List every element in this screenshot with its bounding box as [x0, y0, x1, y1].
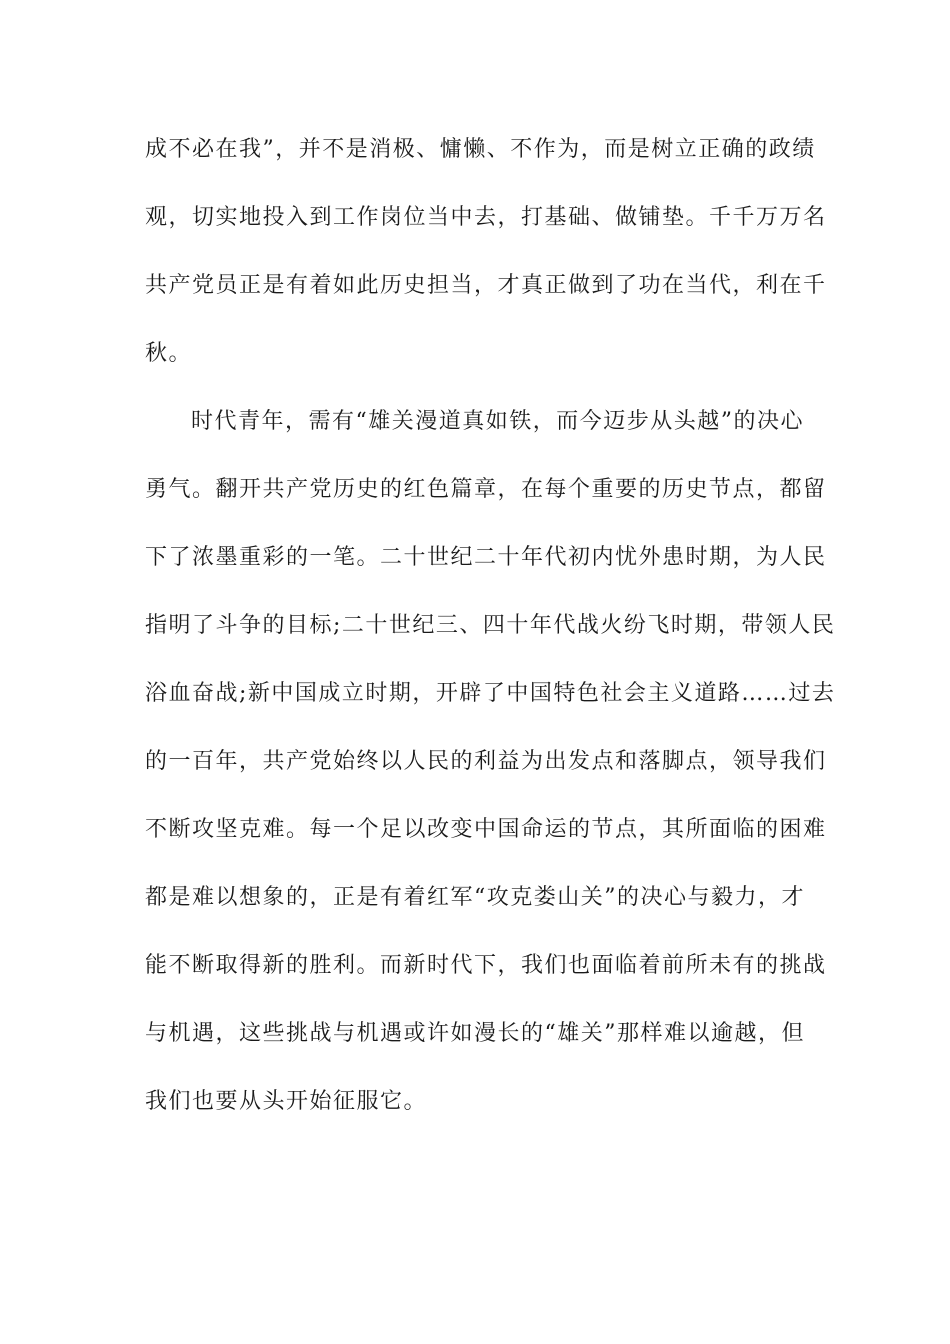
text-line: 共产党员正是有着如此历史担当，才真正做到了功在当代，利在千 — [145, 273, 827, 298]
text-line: 我们也要从头开始征服它。 — [145, 1089, 428, 1114]
paragraph-2 — [145, 394, 836, 1142]
text-line: 勇气。翻开共产党历史的红色篇章，在每个重要的历史节点，都留 — [145, 477, 827, 502]
text-line: 与机遇，这些挑战与机遇或许如漫长的“雄关”那样难以逾越，但 — [145, 1021, 805, 1046]
text-line: 能不断取得新的胜利。而新时代下，我们也面临着前所未有的挑战 — [145, 953, 827, 978]
text-line: 秋。 — [145, 341, 193, 366]
text-line: 的一百年，共产党始终以人民的利益为出发点和落脚点，领导我们 — [145, 749, 827, 774]
text-line: 浴血奋战;新中国成立时期，开辟了中国特色社会主义道路……过去 — [145, 681, 836, 706]
text-line: 成不必在我”，并不是消极、慵懒、不作为，而是树立正确的政绩 — [145, 137, 816, 162]
text-line: 观，切实地投入到工作岗位当中去，打基础、做铺垫。千千万万名 — [145, 205, 827, 230]
paragraph-1 — [145, 122, 827, 394]
text-line: 时代青年，需有“雄关漫道真如铁，而今迈步从头越”的决心 — [191, 409, 804, 434]
text-line: 指明了斗争的目标;二十世纪三、四十年代战火纷飞时期，带领人民 — [145, 613, 836, 638]
document-body — [145, 122, 836, 1142]
text-line: 不断攻坚克难。每一个足以改变中国命运的节点，其所面临的困难 — [145, 817, 827, 842]
text-line: 都是难以想象的，正是有着红军“攻克娄山关”的决心与毅力，才 — [145, 885, 805, 910]
text-line: 下了浓墨重彩的一笔。二十世纪二十年代初内忧外患时期，为人民 — [145, 545, 827, 570]
